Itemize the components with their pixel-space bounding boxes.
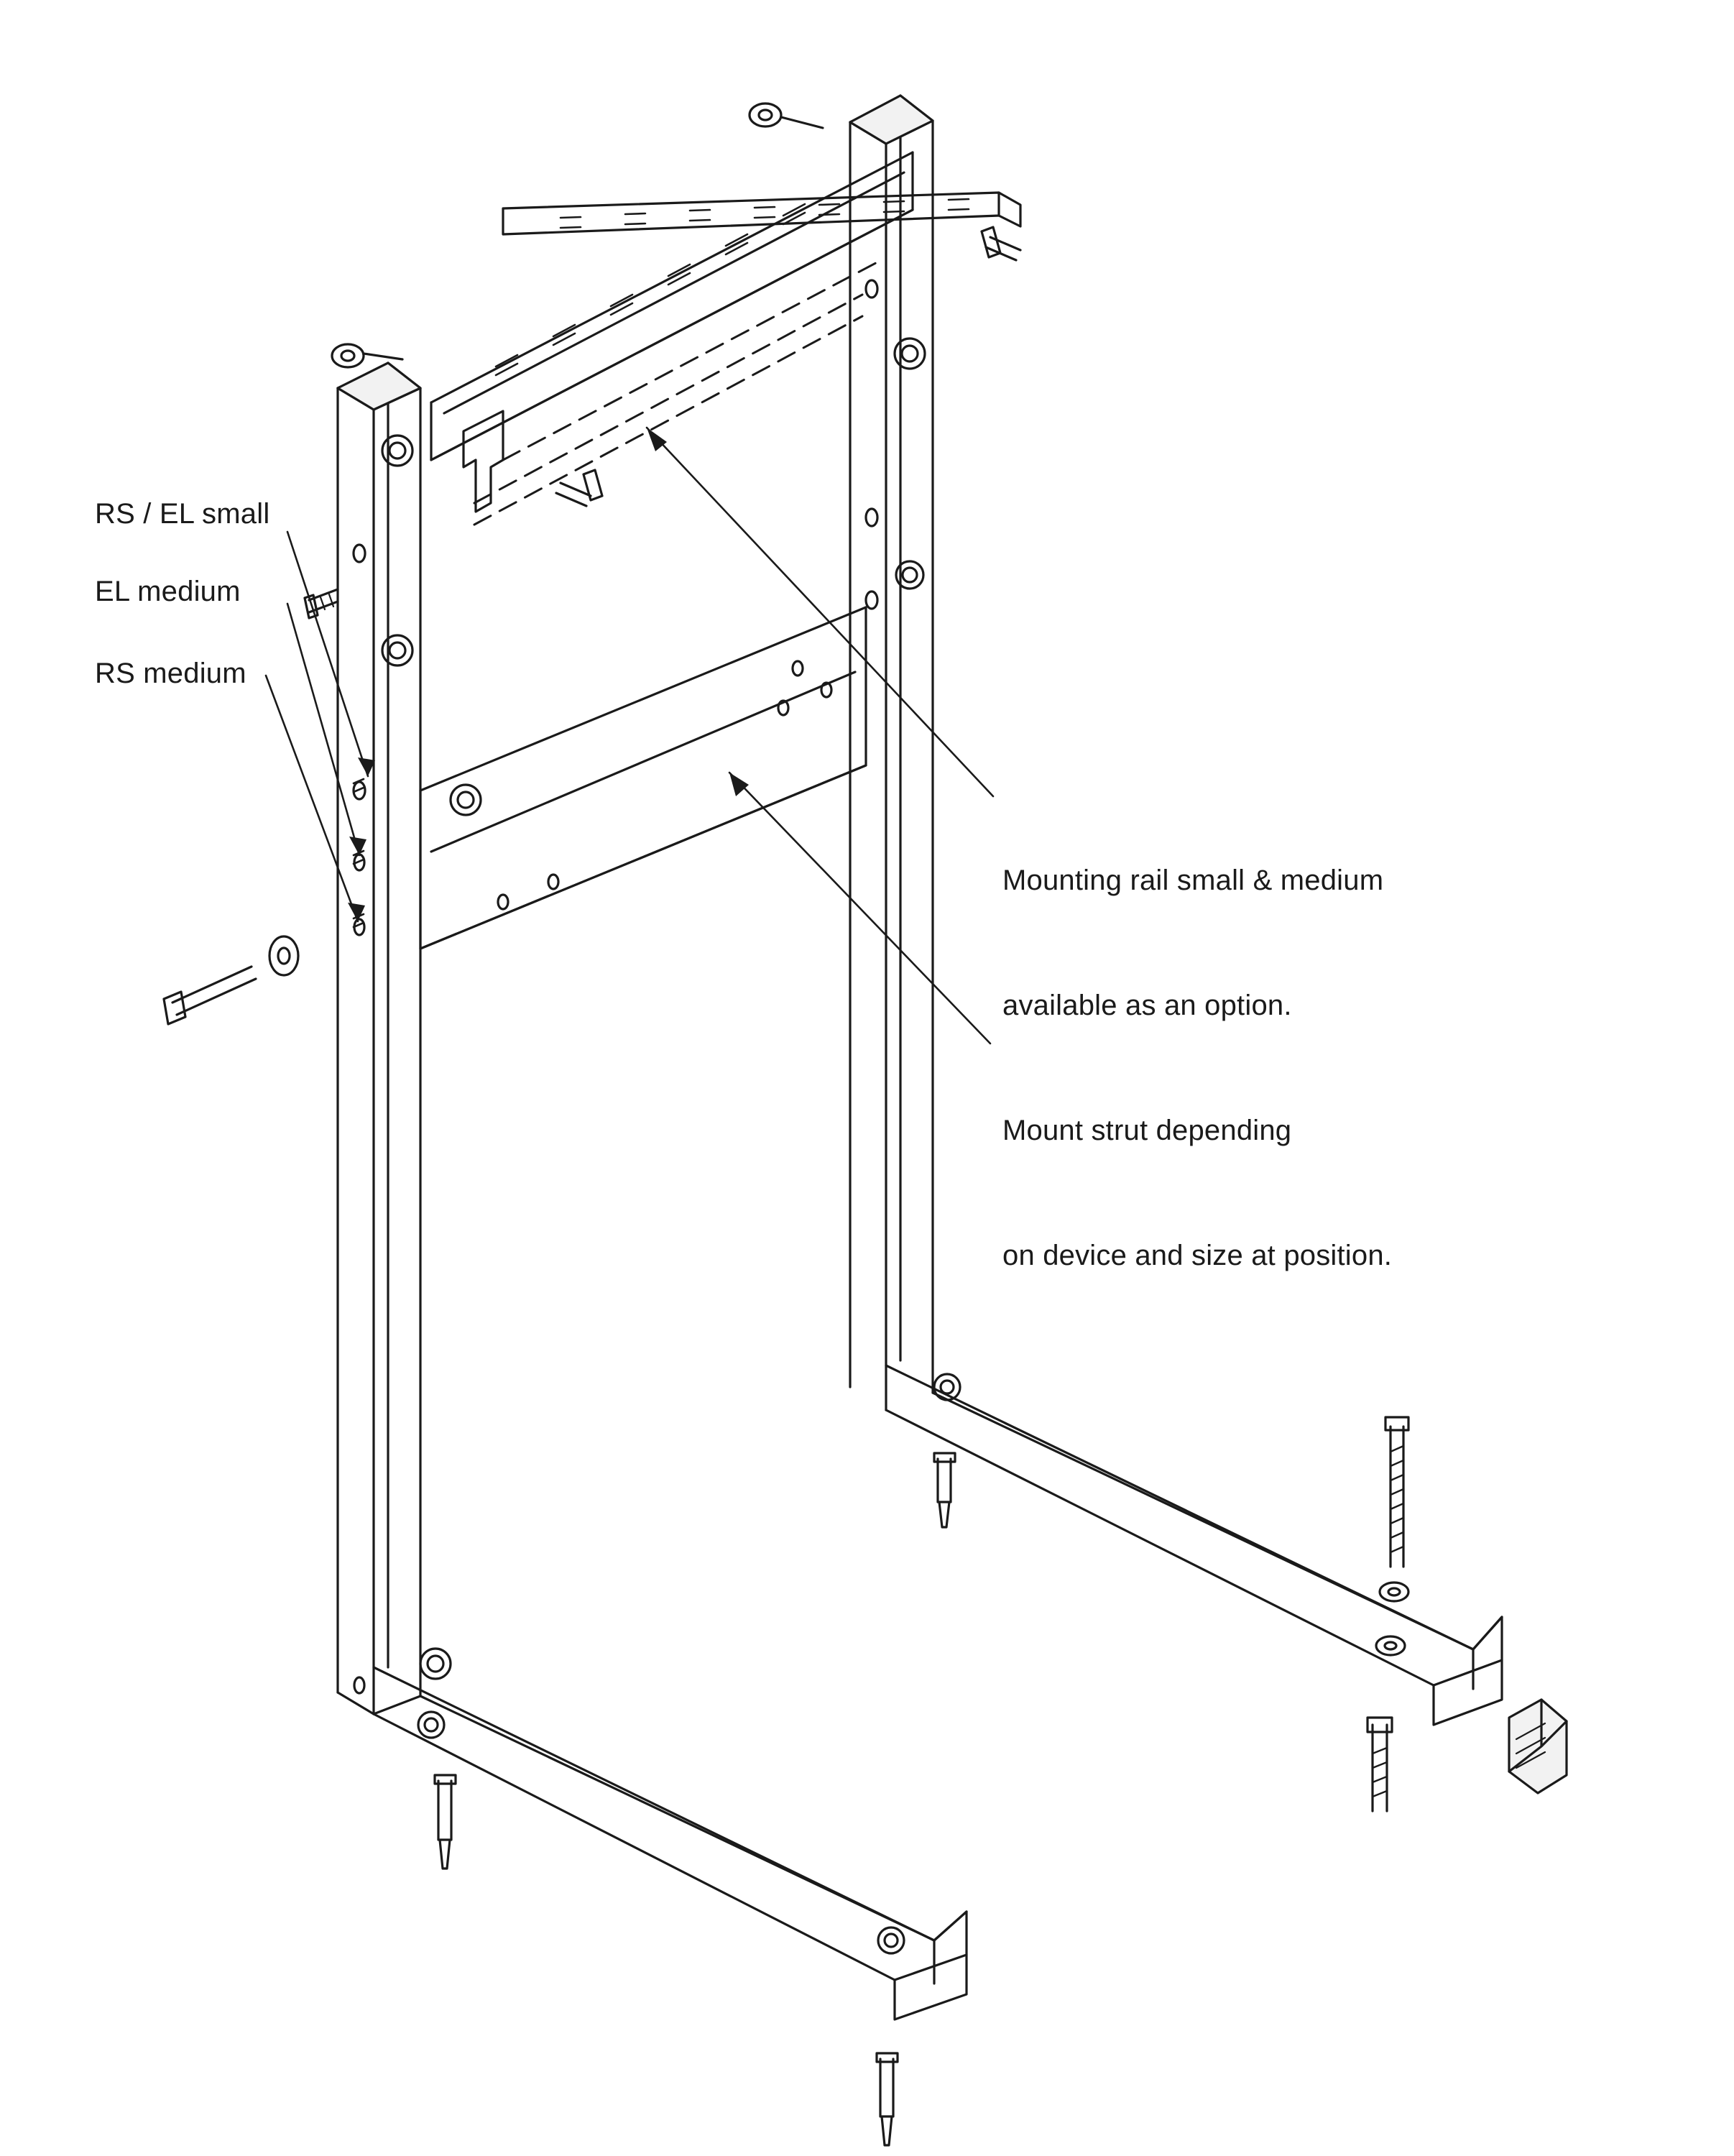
note-mounting-rail-line1: Mounting rail small & medium: [1002, 865, 1384, 896]
mounting-rail-option-dashed: [474, 259, 884, 525]
note-mount-strut-line2: on device and size at position.: [1002, 1240, 1393, 1271]
end-cap: [1509, 1700, 1567, 1793]
washer-right-top: [750, 103, 823, 128]
note-mounting-rail-line2: available as an option.: [1002, 990, 1292, 1021]
vertical-post-left: [338, 363, 481, 1714]
foot-beam-front: [374, 1667, 967, 2145]
note-mount-strut-line1: Mount strut depending: [1002, 1115, 1292, 1146]
label-rs-medium: RS medium: [95, 658, 246, 689]
middle-mounting-strut: [420, 607, 866, 949]
long-bolt-rear: [1385, 1417, 1408, 1567]
vertical-post-right: [850, 96, 933, 1410]
label-rs-el-small: RS / EL small: [95, 498, 270, 530]
leader-lines: [266, 428, 993, 1044]
bolt-top-right: [982, 227, 1020, 260]
note-mount-strut: [1002, 1026, 1392, 1360]
anchor-bolt-rear: [1368, 1718, 1392, 1811]
label-el-medium: EL medium: [95, 576, 241, 607]
bolt-rail-left: [556, 470, 602, 506]
leader-arrowheads: [348, 428, 749, 921]
washer-left-top: [332, 344, 402, 367]
